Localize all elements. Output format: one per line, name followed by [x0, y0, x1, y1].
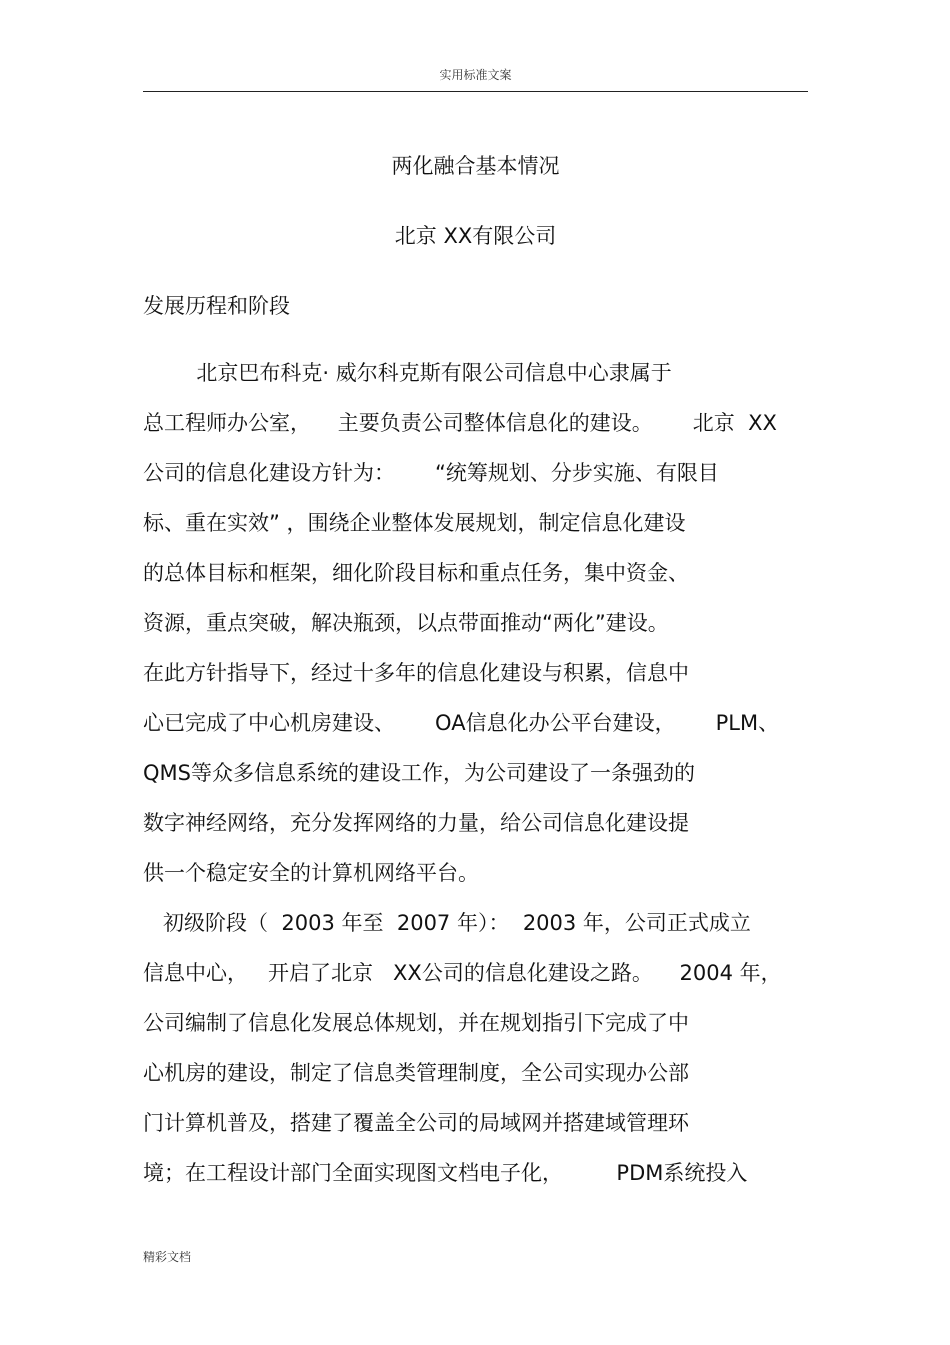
page-header: 实用标准文案 [439, 68, 512, 82]
section-heading: 发展历程和阶段 [143, 294, 290, 318]
text-line: 门计算机普及，搭建了覆盖全公司的局域网并搭建域管理环 [143, 1111, 689, 1135]
text-line: 在此方针指导下，经过十多年的信息化建设与积累，信息中 [143, 661, 689, 685]
text-line: 心机房的建设，制定了信息类管理制度，全公司实现办公部 [143, 1061, 689, 1085]
page-footer: 精彩文档 [143, 1250, 192, 1264]
text-line: 心已完成了中心机房建设、 OA信息化办公平台建设， PLM、 [143, 711, 780, 735]
text-line: 信息中心， 开启了北京 XX公司的信息化建设之路。 2004 年， [143, 961, 782, 985]
text-line: 公司的信息化建设方针为： “统筹规划、分步实施、有限目 [143, 461, 719, 485]
text-line: 总工程师办公室， 主要负责公司整体信息化的建设。 北京 XX [143, 411, 777, 435]
text-line: 数字神经网络，充分发挥网络的力量，给公司信息化建设提 [143, 811, 689, 835]
text-line: 北京巴布科克· 威尔科克斯有限公司信息中心隶属于 [143, 361, 672, 385]
header-divider [143, 91, 808, 92]
text-line: QMS等众多信息系统的建设工作，为公司建设了一条强劲的 [143, 761, 695, 785]
text-line: 公司编制了信息化发展总体规划，并在规划指引下完成了中 [143, 1011, 689, 1035]
text-line: 境；在工程设计部门全面实现图文档电子化， PDM系统投入 [143, 1161, 748, 1185]
document-title: 两化融合基本情况 [391, 154, 560, 178]
text-line: 供一个稳定安全的计算机网络平台。 [143, 861, 479, 885]
text-line: 的总体目标和框架，细化阶段目标和重点任务，集中资金、 [143, 561, 689, 585]
text-line: 初级阶段（ 2003 年至 2007 年）： 2003 年，公司正式成立 [143, 911, 751, 935]
text-line: 资源，重点突破，解决瓶颈，以点带面推动“两化”建设。 [143, 611, 669, 635]
company-name: 北京 XX有限公司 [394, 224, 557, 248]
text-line: 标、重在实效” ，围绕企业整体发展规划，制定信息化建设 [143, 511, 686, 535]
